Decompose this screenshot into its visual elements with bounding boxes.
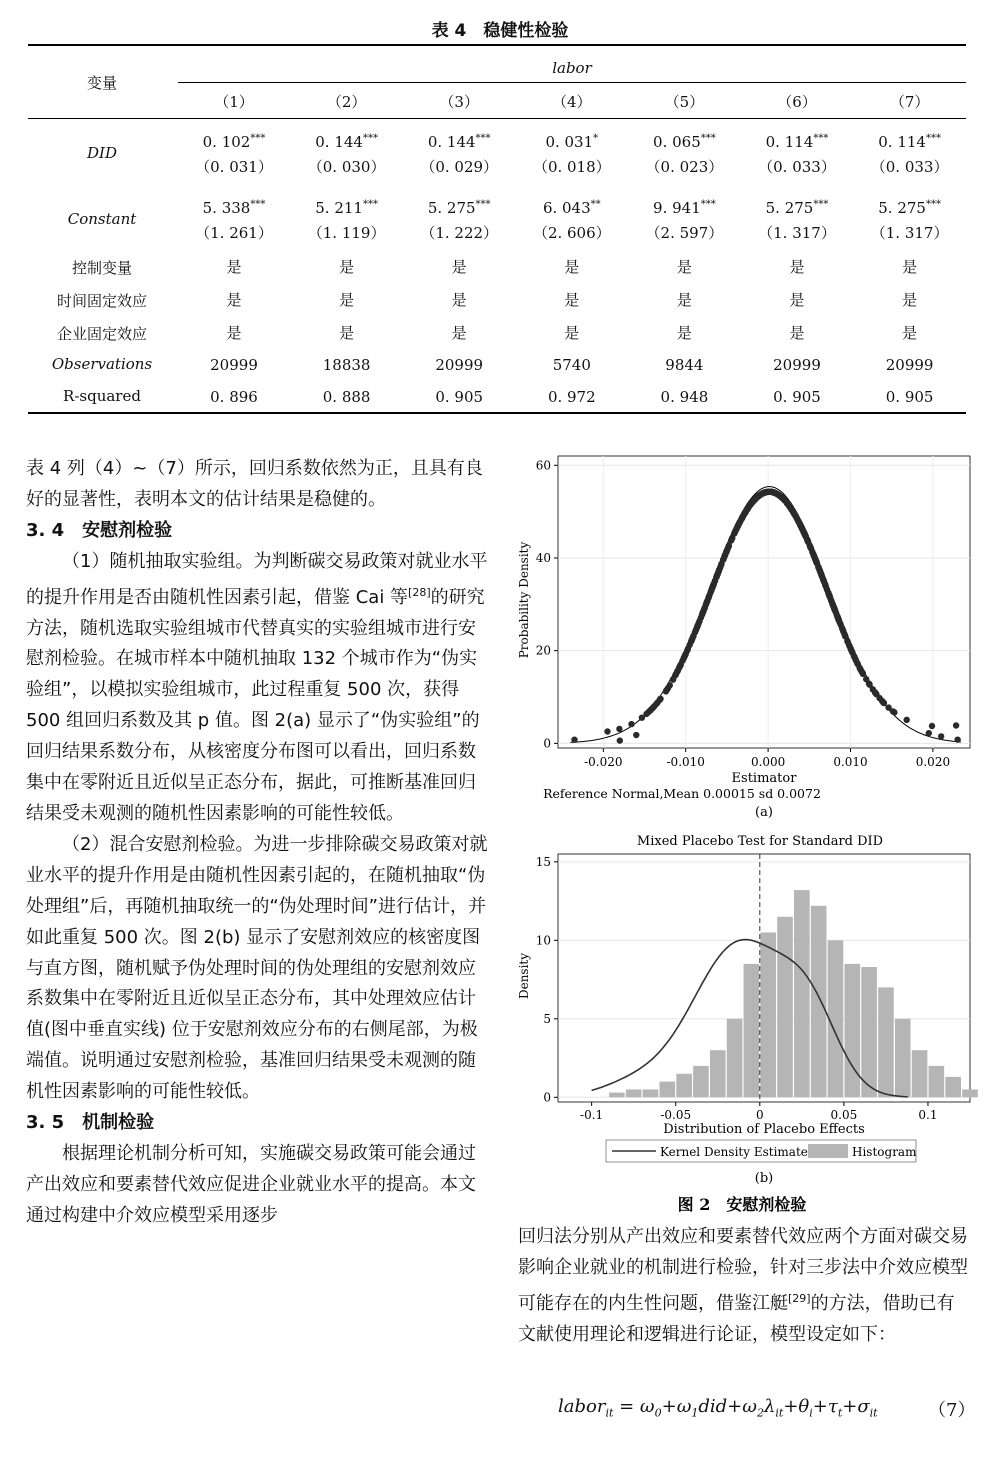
histogram-bar (828, 940, 844, 1097)
x-tick-label: 0.010 (833, 755, 868, 769)
did-coef-cell (741, 132, 853, 152)
data-point (805, 538, 811, 544)
coef-value: 0. 102 (202, 133, 251, 151)
x-tick-label: 0.000 (750, 755, 786, 769)
column-header: （2） (326, 93, 367, 111)
data-point (571, 736, 577, 742)
data-point (891, 709, 897, 715)
data-point (797, 522, 803, 528)
figure-2b (510, 826, 980, 1218)
reference-note: Reference Normal,Mean 0.00015 sd 0.0072 (543, 786, 821, 801)
did-coef-cell (291, 132, 403, 152)
const-se-cell: （1. 119） (307, 224, 386, 242)
data-point (954, 736, 960, 742)
did-se-cell: （0. 029） (420, 158, 499, 176)
table-cell: 20999 (885, 356, 934, 374)
table-title: 表 4 稳健性检验 (431, 21, 569, 41)
coef-value: 5. 275 (427, 199, 476, 217)
data-point (859, 670, 865, 676)
data-point (728, 537, 734, 543)
data-point (938, 733, 944, 739)
r1-part-a: 回归法分别从产出效应和要素替代效应两个方面对碳交易影响企业就业的机制进行检验，针对三步法中介效应模型可能存在的内生性问题，借鉴江艇 (518, 1226, 968, 1314)
x-tick-label: 0.020 (915, 755, 951, 769)
did-se-cell: （0. 031） (195, 158, 273, 176)
legend-kde-label: Kernel Density Estimate (660, 1145, 808, 1159)
const-coef-cell (178, 198, 290, 218)
data-point (604, 728, 610, 734)
data-point (670, 676, 676, 682)
histogram-bar (811, 906, 827, 1097)
did-se-cell: （0. 033） (758, 158, 836, 176)
histogram-bar (861, 967, 877, 1097)
equation-number: （7） (928, 1400, 976, 1421)
histogram-bar (912, 1050, 928, 1097)
const-se-cell: （1. 317） (870, 224, 949, 242)
did-coef-cell (516, 132, 628, 152)
data-point (665, 685, 671, 691)
data-point (740, 514, 746, 520)
histogram-bar (643, 1089, 659, 1097)
section-3-5-heading: 3. 5 机制检验 (26, 1112, 155, 1134)
y-tick-label: 10 (535, 933, 551, 948)
data-point (904, 717, 910, 723)
coef-value: 5. 275 (765, 199, 814, 217)
const-coef-cell (291, 198, 403, 218)
did-coef-cell (178, 132, 290, 152)
significance-stars: *** (700, 133, 716, 144)
table-cell: 是 (564, 258, 580, 276)
ref-28: [28] (408, 585, 431, 599)
const-coef-cell (516, 198, 628, 218)
paragraph-mechanism: 根据理论机制分析可知，实施碳交易政策可能会通过产出效应和要素替代效应促进企业就业水平的提高。本文通过构建中介效应模型采用逐步 (26, 1142, 476, 1226)
column-header: （1） (214, 93, 254, 111)
robustness-table (28, 44, 966, 414)
data-point (709, 586, 715, 592)
significance-stars: *** (362, 133, 378, 144)
const-coef-cell (854, 198, 966, 218)
x-tick-label: 0.05 (830, 1108, 858, 1122)
table-top-rule (28, 44, 966, 46)
const-se-cell: （1. 261） (195, 224, 273, 242)
data-point (863, 676, 869, 682)
data-point (639, 715, 645, 721)
equation-7: labor$_{it}$ = $\omega_0+\omega_1did+\omega_2\lambda_{it}+\theta_i+\tau_t+\sigma_{it}$ (558, 1396, 878, 1420)
x-axis-label: Distribution of Placebo Effects (663, 1122, 865, 1137)
paragraph-mechanism-cont (518, 1222, 970, 1351)
figure-2a (510, 450, 980, 830)
row-label: 时间固定效应 (56, 292, 147, 310)
paragraph-random-group (26, 547, 488, 830)
histogram-bar (777, 917, 793, 1098)
did-coef-cell (854, 132, 966, 152)
column-header: （4） (552, 93, 592, 111)
data-point (809, 548, 815, 554)
significance-stars: * (593, 133, 599, 144)
significance-stars: *** (925, 199, 941, 210)
y-tick-label: 15 (535, 854, 551, 869)
table-cell: 18838 (322, 356, 371, 374)
data-point (682, 653, 688, 659)
table-cell: 是 (676, 291, 692, 309)
column-header: （7） (889, 93, 930, 111)
did-se-cell: （0. 018） (532, 158, 611, 176)
data-point (628, 721, 634, 727)
y-axis-label: Probability Density (517, 541, 531, 659)
table-cell: 0. 905 (773, 388, 821, 406)
histogram-bar (710, 1050, 726, 1097)
table-cell: 是 (451, 258, 467, 276)
table-cell: 20999 (773, 356, 821, 374)
table-cell: 是 (789, 258, 805, 276)
table-cell: 是 (789, 291, 805, 309)
row-label: 企业固定效应 (56, 325, 147, 343)
table-cell: 是 (676, 258, 692, 276)
data-point (814, 560, 820, 566)
histogram-bar (929, 1066, 945, 1097)
did-se-cell: （0. 030） (307, 158, 386, 176)
data-point (716, 566, 722, 572)
data-point (866, 682, 872, 688)
r1-part-b: 的方法，借助已有文献使用理论和逻辑进行论证，模型设定如下： (518, 1292, 955, 1345)
table-cell: 是 (902, 324, 918, 342)
table-cell: 0. 905 (435, 388, 484, 406)
table-cell: 是 (564, 291, 580, 309)
table-bottom-rule (28, 412, 966, 414)
legend-hist-label: Histogram (852, 1145, 917, 1159)
significance-stars: *** (250, 199, 266, 210)
coef-value: 9. 941 (653, 199, 701, 217)
y-axis-label: Density (517, 952, 531, 1000)
data-point (816, 567, 822, 573)
dep-header: labor (552, 59, 592, 77)
data-point (757, 492, 763, 498)
data-point (633, 732, 639, 738)
histogram-bar (609, 1093, 625, 1098)
table-cell: 0. 888 (322, 388, 371, 406)
coef-value: 0. 144 (427, 133, 476, 151)
chart-title: Mixed Placebo Test for Standard DID (636, 834, 884, 849)
column-header: （6） (777, 93, 817, 111)
table-cell: 0. 896 (210, 388, 258, 406)
row-label: Observations (51, 355, 153, 373)
y-tick-label: 20 (535, 643, 551, 658)
coef-value: 5. 275 (878, 199, 926, 217)
histogram-bar (659, 1082, 675, 1098)
p2-part-b: 的研究方法，随机选取实验组城市代替真实的实验组城市进行安慰剂检验。在城市样本中随机抽取 132 个城市作为“伪实验组”，以模拟实验组城市，此过程重复 500 次，获得 500 组回归系数及其 p 值。图 2(a) 显示了“伪实验组”的回归结果系数分布，从核密度分布图可以看出，回归系数集中在零附近且近似呈正态分布，据此，可推断基准回归结果受未观测的随机性因素影响的可能性较低。 (26, 586, 485, 824)
histogram-bar (945, 1077, 961, 1097)
histogram-bar (727, 1019, 743, 1097)
data-point (617, 737, 623, 743)
table-cell: 是 (451, 291, 467, 309)
data-point (703, 602, 709, 608)
table-mid-rule (178, 82, 966, 83)
data-point (830, 602, 836, 608)
data-point (775, 491, 781, 497)
significance-stars: *** (925, 133, 941, 144)
data-point (851, 653, 857, 659)
table-cell: 是 (226, 258, 242, 276)
data-point (926, 730, 932, 736)
const-coef-cell (403, 198, 515, 218)
data-point (885, 704, 891, 710)
table-cell: 是 (902, 258, 918, 276)
significance-stars: *** (475, 133, 491, 144)
coef-value: 5. 211 (315, 199, 363, 217)
significance-stars: *** (362, 199, 378, 210)
histogram-bar (676, 1074, 692, 1098)
did-coef-cell (403, 132, 515, 152)
significance-stars: *** (700, 199, 716, 210)
legend-hist-swatch (808, 1144, 848, 1158)
data-point (881, 700, 887, 706)
coef-value: 0. 114 (878, 133, 926, 151)
histogram-bar (844, 964, 860, 1097)
histogram-bar (895, 1019, 911, 1097)
table-cell: 是 (902, 291, 918, 309)
x-tick-label: -0.020 (584, 755, 623, 769)
data-point (834, 613, 840, 619)
did-label: DID (87, 144, 117, 162)
y-tick-label: 5 (543, 1011, 551, 1026)
data-point (657, 697, 663, 703)
data-point (929, 723, 935, 729)
histogram-bar (962, 1089, 978, 1097)
row-label: 控制变量 (71, 259, 132, 277)
data-point (735, 522, 741, 528)
y-tick-label: 40 (535, 550, 551, 565)
y-tick-label: 0 (543, 1090, 551, 1105)
data-point (678, 662, 684, 668)
constant-label: Constant (67, 210, 137, 228)
const-coef-cell (741, 198, 853, 218)
x-axis-label: Estimator (731, 771, 797, 786)
data-point (689, 635, 695, 641)
coef-value: 0. 031 (545, 133, 594, 151)
paragraph-mixed-placebo: （2）混合安慰剂检验。为进一步排除碳交易政策对就业水平的提升作用是由随机性因素引起的，在随机抽取“伪处理组”后，再随机抽取统一的“伪处理时间”进行估计，并如此重复 500 次。图 2(b) 显示了安慰剂效应的核密度图与直方图，随机赋予伪处理时间的伪处理组的安慰剂效应系数集中在零附近且近似呈正态分布，其中处理效应估计值(图中垂直实线) 位于安慰剂效应分布的右侧尾部，为极端值。说明通过安慰剂检验，基准回归结果受未观测的随机性因素影响的可能性较低。 (26, 833, 488, 1103)
const-se-cell: （1. 222） (420, 224, 499, 242)
table-cell: 是 (339, 258, 355, 276)
histogram-bar (760, 932, 776, 1097)
var-header: 变量 (86, 74, 117, 92)
significance-stars: *** (250, 133, 266, 144)
data-point (616, 726, 622, 732)
table-cell: 是 (226, 324, 242, 342)
table-cell: 是 (789, 324, 805, 342)
significance-stars: ** (590, 199, 601, 210)
data-point (751, 497, 757, 503)
histogram-bar (878, 987, 894, 1097)
section-3-4-heading: 3. 4 安慰剂检验 (26, 519, 173, 541)
data-point (801, 530, 807, 536)
data-point (745, 505, 751, 511)
column-header: （3） (439, 93, 479, 111)
x-tick-label: 0.1 (918, 1108, 938, 1122)
table-cell: 0. 948 (660, 388, 709, 406)
table-cell: 是 (564, 324, 580, 342)
caption-b: (b) (754, 1171, 774, 1186)
coef-value: 6. 043 (542, 199, 591, 217)
data-point (725, 544, 731, 550)
p2-part-a: （1）随机抽取实验组。为判断碳交易政策对就业水平的提升作用是否由随机性因素引起，借鉴 Cai 等 (26, 550, 488, 608)
data-point (789, 507, 795, 513)
data-point (732, 528, 738, 534)
significance-stars: *** (475, 199, 491, 210)
x-tick-label: -0.1 (580, 1108, 604, 1122)
x-tick-label: -0.010 (666, 755, 705, 769)
histogram-bar (693, 1066, 709, 1097)
coef-value: 0. 144 (315, 133, 363, 151)
column-header: （5） (664, 93, 705, 111)
caption-a: (a) (755, 805, 773, 820)
did-se-cell: （0. 023） (645, 158, 724, 176)
data-point (722, 551, 728, 557)
data-point (840, 629, 846, 635)
data-point (876, 695, 882, 701)
coef-value: 0. 114 (765, 133, 814, 151)
paragraph-robust: 表 4 列（4）~（7）所示，回归系数依然为正，且具有良好的显著性，表明本文的估计结果是稳健的。 (26, 458, 483, 510)
histogram-bar (744, 964, 760, 1097)
reference-normal-curve (570, 487, 961, 743)
significance-stars: *** (813, 199, 829, 210)
data-point (872, 689, 878, 695)
row-label: R-squared (63, 387, 141, 405)
y-tick-label: 0 (543, 736, 551, 751)
const-se-cell: （2. 597） (645, 224, 724, 242)
right-column-text (518, 1222, 970, 1351)
table-cell: 是 (339, 324, 355, 342)
data-point (826, 591, 832, 597)
ref-29: [29] (788, 1291, 811, 1305)
data-point (692, 628, 698, 634)
table-cell: 0. 905 (885, 388, 934, 406)
x-tick-label: -0.05 (660, 1108, 692, 1122)
histogram-bar (794, 890, 810, 1097)
figure-caption: 图 2 安慰剂检验 (677, 1195, 807, 1214)
const-coef-cell (628, 198, 740, 218)
data-point (784, 500, 790, 506)
table-cell: 9844 (665, 356, 704, 374)
table-cell: 是 (339, 291, 355, 309)
table-cell: 是 (226, 291, 242, 309)
table-header-rule (28, 118, 966, 119)
did-coef-cell (628, 132, 740, 152)
data-point (766, 489, 772, 495)
table-cell: 0. 972 (547, 388, 596, 406)
table-cell: 是 (451, 324, 467, 342)
table-cell: 20999 (210, 356, 258, 374)
data-point (706, 592, 712, 598)
left-column-text (26, 454, 488, 1232)
const-se-cell: （1. 317） (758, 224, 836, 242)
data-point (819, 574, 825, 580)
table-cell: 20999 (435, 356, 484, 374)
table-cell: 是 (676, 324, 692, 342)
coef-value: 0. 065 (653, 133, 701, 151)
table-cell: 5740 (552, 356, 591, 374)
did-se-cell: （0. 033） (870, 158, 949, 176)
data-point (846, 642, 852, 648)
x-tick-label: 0 (755, 1108, 764, 1122)
histogram-bar (626, 1089, 642, 1097)
significance-stars: *** (813, 133, 829, 144)
coef-value: 5. 338 (202, 199, 251, 217)
y-tick-label: 60 (535, 458, 551, 473)
data-point (953, 722, 959, 728)
const-se-cell: （2. 606） (532, 224, 611, 242)
data-point (649, 705, 655, 711)
plot-frame (558, 456, 970, 748)
